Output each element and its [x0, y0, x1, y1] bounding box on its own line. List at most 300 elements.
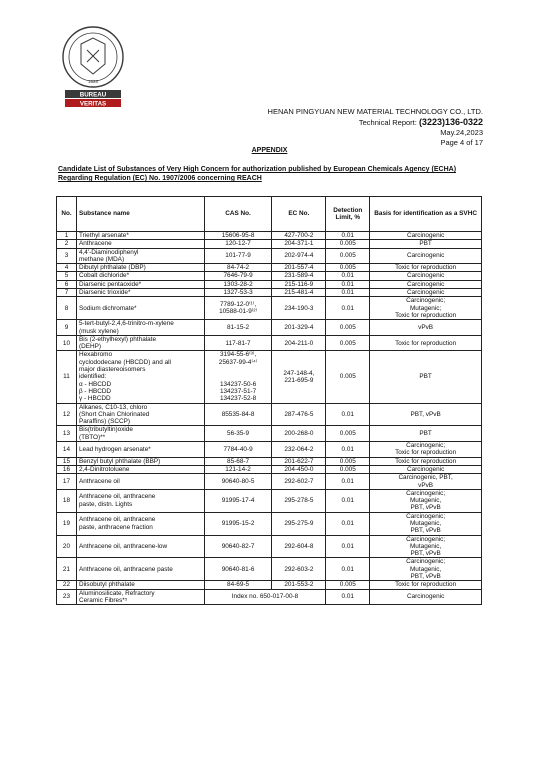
svhc-basis-line: PBT, vPvB [410, 527, 441, 535]
ec-number-line: 287-476-5 [284, 410, 314, 418]
row-number: 12 [57, 403, 77, 426]
substance-name [76, 457, 204, 465]
svhc-basis-line: Carcinogenic [406, 252, 445, 260]
svhc-basis-line: Carcinogenic [406, 465, 445, 473]
svhc-basis-line: PBT [419, 430, 432, 438]
substance-name [76, 240, 204, 248]
detection-limit: 0.01 [326, 535, 370, 558]
ec-number [272, 512, 326, 535]
cas-number [204, 512, 272, 535]
substance-name [76, 558, 204, 581]
svhc-basis-line: Carcinogenic; [406, 442, 446, 450]
table-row [57, 248, 482, 264]
ec-number-line: 247-148-4, [283, 369, 315, 377]
cas-number-line: 84-74-2 [227, 264, 250, 272]
svhc-basis-line: Carcinogenic, PBT, [398, 474, 453, 482]
ec-number-line: 234-190-3 [284, 304, 314, 312]
cas-number-line: 134237-50-6 [219, 380, 257, 388]
table-row [57, 297, 482, 320]
svhc-basis [370, 403, 482, 426]
svhc-basis [370, 335, 482, 351]
substance-name-line: (TBTO)** [78, 433, 106, 441]
detection-limit: 0.01 [326, 280, 370, 288]
ec-number-line: 221-695-9 [284, 376, 314, 384]
header-detection: Detection Limit, % [326, 197, 370, 232]
page-number: Page 4 of 17 [440, 138, 483, 147]
detection-limit: 0.005 [326, 240, 370, 248]
cas-number [204, 489, 272, 512]
svhc-basis-line: PBT [419, 373, 432, 381]
svhc-basis [370, 264, 482, 272]
ec-number [272, 442, 326, 458]
svhc-basis-line: PBT [419, 240, 432, 248]
ec-number [272, 465, 326, 473]
report-header [268, 107, 483, 148]
svhc-basis-line: Carcinogenic; [406, 558, 446, 566]
row-number: 14 [57, 442, 77, 458]
row-number: 23 [57, 589, 77, 605]
cas-number [204, 264, 272, 272]
cas-number-line: 85-68-7 [227, 457, 250, 465]
row-number: 22 [57, 581, 77, 589]
substance-name-line: identified: [78, 373, 107, 381]
cas-number [204, 589, 326, 605]
ec-number-line: 292-602-7 [284, 477, 314, 485]
row-number: 5 [57, 272, 77, 280]
ec-number [272, 489, 326, 512]
cas-number [204, 320, 272, 336]
cas-number [204, 280, 272, 288]
substance-name [76, 512, 204, 535]
substance-name-line: γ - HBCDD [78, 395, 111, 403]
cas-number [204, 426, 272, 442]
bureau-veritas-logo [57, 24, 129, 108]
row-number: 6 [57, 280, 77, 288]
substance-name-line: (musk xylene) [78, 327, 119, 335]
cas-number [204, 535, 272, 558]
substance-name-line: α - HBCDD [78, 380, 112, 388]
cas-number-line: 90640-81-6 [221, 565, 255, 573]
row-number: 13 [57, 426, 77, 442]
substance-name-line: Paraffins) (SCCP) [78, 418, 130, 426]
substance-name-line: Benzyl butyl phthalate (BBP) [78, 457, 161, 465]
substance-name [76, 474, 204, 490]
cas-number-line: 90640-80-5 [221, 477, 255, 485]
svhc-basis-line: Toxic for reproduction [395, 339, 457, 347]
table-row [57, 535, 482, 558]
cas-number [204, 335, 272, 351]
substance-name-line: paste, anthracene fraction [78, 523, 153, 531]
cas-number-line: 134237-52-8 [219, 395, 257, 403]
substance-name [76, 289, 204, 297]
row-number: 20 [57, 535, 77, 558]
cas-number-line: 85535-84-8 [221, 410, 255, 418]
substance-name [76, 232, 204, 240]
svhc-basis [370, 558, 482, 581]
substance-name-line: Ceramic Fibres*⁵ [78, 596, 128, 604]
svhc-basis-line: Carcinogenic [406, 593, 445, 601]
ec-number [272, 457, 326, 465]
svhc-basis [370, 512, 482, 535]
ec-number-line: 201-557-4 [284, 264, 314, 272]
table-row [57, 272, 482, 280]
cas-number-line: 84-69-5 [227, 581, 250, 589]
detection-limit: 0.005 [326, 248, 370, 264]
substance-name [76, 351, 204, 403]
svhc-basis-line: Carcinogenic [406, 232, 445, 239]
svhc-basis [370, 581, 482, 589]
svhc-basis [370, 240, 482, 248]
cas-number-line: 3194-55-6⁽³⁾, [219, 351, 257, 359]
substance-name-line: Anthracene oil, anthracene-low [78, 542, 168, 550]
svhc-basis-line: Carcinogenic; [406, 489, 446, 497]
cas-number [204, 240, 272, 248]
svhc-basis-line: Carcinogenic; [406, 535, 446, 543]
row-number: 10 [57, 335, 77, 351]
ec-number-line: 201-622-7 [284, 457, 314, 465]
cas-number-line: 81-15-2 [227, 323, 250, 331]
ec-number [272, 264, 326, 272]
svhc-basis-line: Toxic for reproduction [395, 264, 457, 272]
substance-name [76, 264, 204, 272]
svhc-basis [370, 320, 482, 336]
ec-number [272, 320, 326, 336]
cas-number [204, 465, 272, 473]
substance-name-line: Aluminosilicate, Refractory [78, 589, 155, 597]
cas-number-line [207, 373, 270, 380]
report-date: May.24,2023 [440, 128, 483, 137]
cas-number-line: 7784-40-9 [223, 445, 253, 453]
appendix-title: APPENDIX [251, 147, 288, 154]
company-name: HENAN PINGYUAN NEW MATERIAL TECHNOLOGY CO., LTD. [267, 107, 483, 116]
substance-name-line: major diastereoisomers [78, 366, 146, 374]
table-row [57, 320, 482, 336]
cas-number-line: 25637-99-4⁽⁴⁾ [218, 358, 258, 366]
svhc-basis-line: PBT, vPvB [410, 504, 441, 512]
ec-number-line: 295-278-5 [284, 497, 314, 505]
cas-number [204, 581, 272, 589]
cas-number-line: 56-35-9 [227, 430, 250, 438]
table-row [57, 474, 482, 490]
svhc-basis [370, 351, 482, 403]
cas-number [204, 474, 272, 490]
cas-number-line: 10588-01-9⁽²⁾ [219, 308, 258, 316]
ec-number-line: 215-116-9 [284, 280, 314, 288]
table-row [57, 442, 482, 458]
svhc-basis-line: Carcinogenic [406, 280, 445, 288]
substance-name-line: Anthracene oil, anthracene paste [78, 565, 173, 573]
row-number: 1 [57, 232, 77, 240]
ec-number-line: 204-450-0 [284, 465, 314, 473]
ec-number [272, 581, 326, 589]
row-number: 4 [57, 264, 77, 272]
svhc-basis-line: Mutagenic; [409, 304, 442, 312]
detection-limit: 0.01 [326, 272, 370, 280]
substance-name [76, 465, 204, 473]
ec-number-line: 292-603-2 [284, 565, 314, 573]
detection-limit: 0.01 [326, 403, 370, 426]
svhc-basis [370, 248, 482, 264]
svhc-basis-line: Carcinogenic [406, 289, 445, 297]
table-caption: Candidate List of Substances of Very High Concern for authorization published by European Chemicals Agency (ECHA) Regarding Regulation (EC) No. 1907/2006 concerning REACH [58, 166, 457, 182]
svhc-basis [370, 589, 482, 605]
detection-limit: 0.01 [326, 589, 370, 605]
detection-limit: 0.01 [326, 442, 370, 458]
ec-number-line: 202-974-4 [284, 252, 314, 260]
substance-name [76, 589, 204, 605]
detection-limit: 0.005 [326, 465, 370, 473]
table-row [57, 457, 482, 465]
ec-number [272, 297, 326, 320]
cas-number [204, 248, 272, 264]
svhc-basis [370, 280, 482, 288]
svhc-basis [370, 442, 482, 458]
table-row [57, 280, 482, 288]
substance-name-line: Hexabromo [78, 351, 113, 359]
ec-number-line: 201-553-2 [284, 581, 314, 589]
cas-number [204, 351, 272, 403]
cas-number-line: 117-81-7 [225, 339, 251, 347]
svhc-basis [370, 232, 482, 240]
ec-number [272, 426, 326, 442]
ec-number [272, 474, 326, 490]
detection-limit: 0.01 [326, 474, 370, 490]
cas-number-line: 15606-95-8 [221, 232, 255, 239]
svhc-basis-line: Toxic for reproduction [395, 581, 457, 589]
cas-number [204, 297, 272, 320]
svhc-basis-line: vPvB [418, 481, 434, 489]
table-row [57, 512, 482, 535]
substance-name [76, 426, 204, 442]
svhc-basis-line: Carcinogenic [406, 272, 445, 280]
cas-number [204, 403, 272, 426]
row-number: 16 [57, 465, 77, 473]
substance-name-line: Anthracene oil [78, 477, 120, 485]
svhc-basis-line: Toxic for reproduction [395, 449, 457, 457]
table-body [57, 232, 482, 605]
substance-name-line: Diarsenic pentaoxide* [78, 280, 142, 288]
cas-number-line: Index no. 650-017-00-8 [231, 593, 299, 601]
substance-name [76, 297, 204, 320]
row-number: 9 [57, 320, 77, 336]
header-basis: Basis for identification as a SVHC [370, 197, 482, 232]
substance-name-line: Anthracene oil, anthracene [78, 493, 156, 501]
report-line [268, 117, 483, 128]
svhc-basis-line: Toxic for reproduction [395, 311, 457, 319]
ec-number-line: 232-064-2 [284, 445, 314, 453]
substance-name-line: Bis(tributyltin)oxide [78, 426, 133, 434]
table-row [57, 403, 482, 426]
ec-number [272, 289, 326, 297]
row-number: 19 [57, 512, 77, 535]
detection-limit: 0.01 [326, 232, 370, 240]
substance-name-line: (DEHP) [78, 343, 101, 351]
svhc-basis [370, 489, 482, 512]
svg-text:1828: 1828 [87, 79, 99, 84]
substance-name [76, 535, 204, 558]
svhc-basis-line: Mutagenic, [409, 519, 442, 527]
cas-number [204, 457, 272, 465]
substance-name [76, 442, 204, 458]
row-number: 18 [57, 489, 77, 512]
svhc-basis [370, 297, 482, 320]
ec-number-line: 215-481-4 [284, 289, 314, 297]
row-number: 17 [57, 474, 77, 490]
substance-name-line: Diarsenic trioxide* [78, 289, 131, 297]
ec-number-line: 427-700-2 [284, 232, 314, 239]
substance-name [76, 280, 204, 288]
ec-number [272, 403, 326, 426]
svhc-basis-line: PBT, vPvB [410, 410, 441, 418]
table-row [57, 465, 482, 473]
detection-limit: 0.005 [326, 426, 370, 442]
ec-number [272, 272, 326, 280]
svhc-basis [370, 465, 482, 473]
detection-limit: 0.005 [326, 264, 370, 272]
ec-number-line: 292-604-8 [284, 542, 314, 550]
substance-name-line: Sodium dichromate* [78, 304, 137, 312]
cas-number-line: 91995-15-2 [221, 519, 255, 527]
substance-name [76, 489, 204, 512]
ec-number-line: 201-329-4 [284, 323, 314, 331]
ec-number-line: 204-211-0 [284, 339, 314, 347]
cas-number-line: 134237-51-7 [219, 387, 257, 395]
svhc-basis-line: Mutagenic, [409, 542, 442, 550]
table-row [57, 264, 482, 272]
cas-number [204, 289, 272, 297]
row-number: 2 [57, 240, 77, 248]
detection-limit: 0.01 [326, 558, 370, 581]
cas-number [204, 558, 272, 581]
cas-number-line: 120-12-7 [225, 240, 251, 248]
svhc-basis [370, 474, 482, 490]
substance-name-line: cyclododecane (HBCDD) and all [78, 358, 171, 366]
cas-number-line: 7789-12-0⁽¹⁾, [219, 301, 257, 309]
cas-number-line: 91995-17-4 [221, 497, 255, 505]
svhc-basis [370, 535, 482, 558]
ec-number [272, 535, 326, 558]
report-label: Technical Report: [358, 118, 417, 127]
svhc-basis-line: Mutagenic, [409, 497, 442, 505]
detection-limit: 0.01 [326, 289, 370, 297]
svhc-basis-line: PBT, vPvB [410, 550, 441, 558]
svg-text:BUREAU: BUREAU [79, 91, 107, 99]
ec-number-line: 231-589-4 [284, 272, 314, 280]
row-number: 3 [57, 248, 77, 264]
detection-limit: 0.005 [326, 581, 370, 589]
table-row [57, 489, 482, 512]
substance-name [76, 320, 204, 336]
report-number: (3223)136-0322 [418, 117, 483, 127]
table-row [57, 426, 482, 442]
substance-name-line: paste, distn. Lights [78, 500, 133, 508]
substance-name-line: methane (MDA) [78, 255, 125, 263]
substance-name [76, 272, 204, 280]
ec-number [272, 351, 326, 403]
svhc-basis-line: Carcinogenic; [406, 512, 446, 520]
substance-name-line: 5-tert-butyl-2,4,6-trinitro-m-xylene [78, 320, 174, 328]
ec-number [272, 248, 326, 264]
substance-name-line: Diisobutyl phthalate [78, 581, 135, 589]
ec-number [272, 240, 326, 248]
cas-number-line [207, 366, 270, 373]
substance-name-line: β - HBCDD [78, 387, 112, 395]
table-row [57, 558, 482, 581]
row-number: 11 [57, 351, 77, 403]
ec-number [272, 280, 326, 288]
substance-name-line: Cobalt dichloride* [78, 272, 130, 280]
ec-number [272, 232, 326, 240]
substance-name-line: Anthracene oil, anthracene [78, 516, 156, 524]
svhc-basis [370, 272, 482, 280]
svhc-basis-line: Mutagenic, [409, 565, 442, 573]
svhc-basis-line: Toxic for reproduction [395, 457, 457, 465]
substance-name [76, 248, 204, 264]
substance-name-line: Anthracene [78, 240, 112, 248]
substance-name-line: Bis (2-ethylhexyl) phthalate [78, 335, 157, 343]
svhc-basis-line: vPvB [418, 323, 434, 331]
detection-limit: 0.005 [326, 320, 370, 336]
row-number: 7 [57, 289, 77, 297]
svhc-basis-line: PBT, vPvB [410, 573, 441, 581]
header-ec: EC No. [272, 197, 326, 232]
svhc-table [56, 196, 482, 605]
table-row [57, 232, 482, 240]
header-no: No. [57, 197, 77, 232]
detection-limit: 0.01 [326, 489, 370, 512]
cas-number-line: 1327-53-3 [223, 289, 253, 297]
substance-name-line: Triethyl arsenate* [78, 232, 129, 239]
cas-number-line: 101-77-9 [225, 252, 251, 260]
substance-name-line: Lead hydrogen arsenate* [78, 445, 151, 453]
detection-limit: 0.01 [326, 512, 370, 535]
ec-number [272, 335, 326, 351]
ec-number [272, 558, 326, 581]
substance-name [76, 335, 204, 351]
substance-name-line: Dibutyl phthalate (DBP) [78, 264, 146, 272]
table-row [57, 589, 482, 605]
table-row [57, 351, 482, 403]
ec-number-line: 204-371-1 [284, 240, 314, 248]
row-number: 8 [57, 297, 77, 320]
detection-limit: 0.005 [326, 457, 370, 465]
header-substance: Substance name [76, 197, 204, 232]
ec-number-line: 200-268-0 [284, 430, 314, 438]
svg-text:VERITAS: VERITAS [79, 100, 107, 108]
substance-name-line: Alkanes, C10-13, chloro [78, 403, 148, 411]
header-cas: CAS No. [204, 197, 272, 232]
svhc-basis-line: Carcinogenic; [406, 297, 446, 305]
row-number: 21 [57, 558, 77, 581]
cas-number [204, 232, 272, 240]
svhc-basis [370, 426, 482, 442]
table-row [57, 581, 482, 589]
detection-limit: 0.005 [326, 351, 370, 403]
cas-number-line: 7646-79-9 [223, 272, 253, 280]
svhc-basis [370, 289, 482, 297]
substance-name-line: 2,4-Dinitrotoluene [78, 465, 130, 473]
table-row [57, 240, 482, 248]
table-row [57, 335, 482, 351]
substance-name-line: (Short Chain Chlorinated [78, 410, 150, 418]
substance-name-line: 4,4'-Diaminodiphenyl [78, 248, 139, 256]
substance-name [76, 403, 204, 426]
detection-limit: 0.01 [326, 297, 370, 320]
ec-number-line: 295-275-9 [284, 519, 314, 527]
row-number: 15 [57, 457, 77, 465]
cas-number [204, 272, 272, 280]
cas-number [204, 442, 272, 458]
